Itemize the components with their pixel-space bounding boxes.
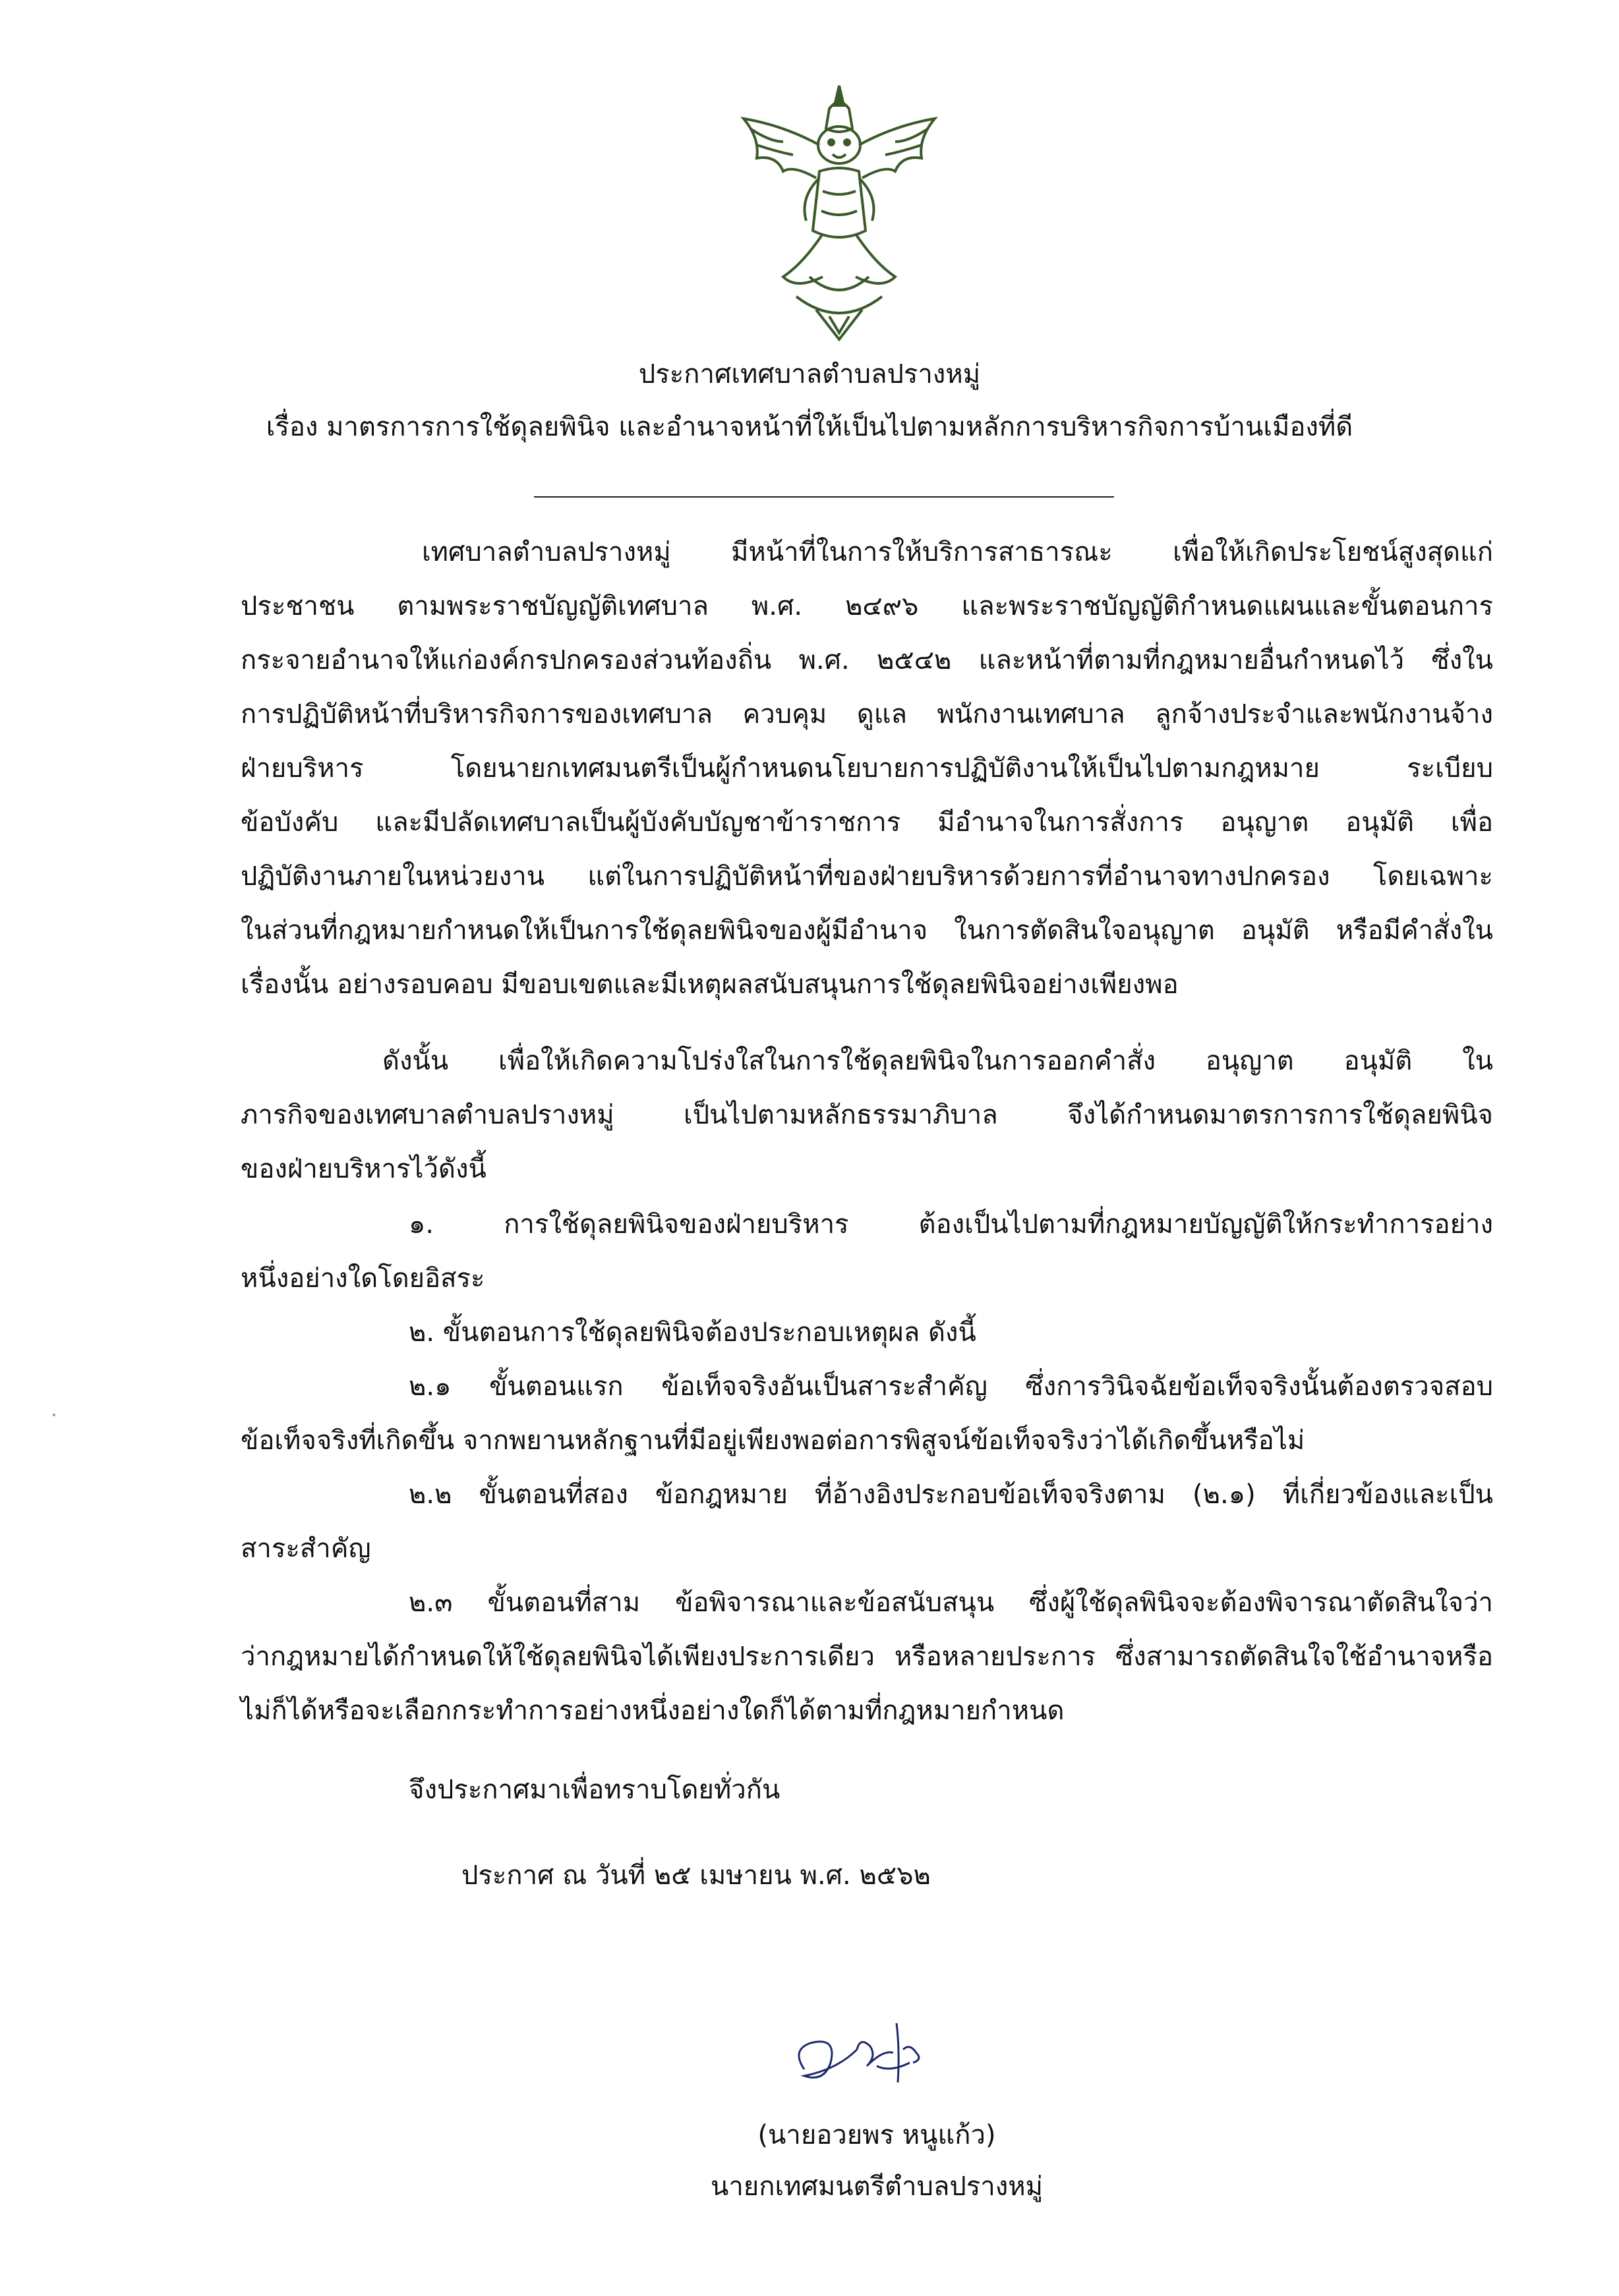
para1-line: ข้อบังคับ และมีปลัดเทศบาลเป็นผู้บังคับบัญชาข้าราชการ มีอำนาจในการสั่งการ อนุญาต อนุมัติ เพื่อ [241,807,1493,838]
closing-statement: จึงประกาศมาเพื่อทราบโดยทั่วกัน [409,1775,780,1805]
para1-line: เรื่องนั้น อย่างรอบคอบ มีขอบเขตและมีเหตุผลสนับสนุนการใช้ดุลยพินิจอย่างเพียงพอ [241,969,1179,1000]
para2-line: ของฝ่ายบริหารไว้ดังนี้ [241,1154,486,1184]
para2-line: ภารกิจของเทศบาลตำบลปรางหมู่ เป็นไปตามหลักธรรมาภิบาล จึงได้กำหนดมาตรการการใช้ดุลยพินิจ [241,1100,1493,1130]
header-divider [534,496,1114,498]
signatory-name: (นายอวยพร หนูแก้ว) [757,2120,996,2150]
para1-line: กระจายอำนาจให้แก่องค์กรปกครองส่วนท้องถิ่น พ.ศ. ๒๕๔๒ และหน้าที่ตามที่กฎหมายอื่นกำหนดไว้ ซึ่งใน [241,645,1493,675]
para1-line: ในส่วนที่กฎหมายกำหนดให้เป็นการใช้ดุลยพินิจของผู้มีอำนาจ ในการตัดสินใจอนุญาต อนุมัติ หรือมีคำสั่งใน [241,915,1493,946]
scan-speck [53,1414,55,1416]
para1-line: ประชาชน ตามพระราชบัญญัติเทศบาล พ.ศ. ๒๔๙๖ และพระราชบัญญัติกำหนดแผนและขั้นตอนการ [241,591,1493,621]
para1-line: การปฏิบัติหน้าที่บริหารกิจการของเทศบาล ควบคุม ดูแล พนักงานเทศบาล ลูกจ้างประจำและพนักงานจ้าง [241,699,1493,730]
para2-line: ดังนั้น เพื่อให้เกิดความโปร่งใสในการใช้ดุลยพินิจในการออกคำสั่ง อนุญาต อนุมัติ ใน [382,1046,1493,1076]
signatory-position: นายกเทศมนตรีตำบลปรางหมู่ [710,2171,1043,2202]
announcement-title: ประกาศเทศบาลตำบลปรางหมู่ [638,359,981,389]
item1-line: หนึ่งอย่างใดโดยอิสระ [241,1263,485,1294]
item2-line: ๒. ขั้นตอนการใช้ดุลยพินิจต้องประกอบเหตุผล ดังนี้ [409,1317,976,1348]
handwritten-signature [778,2010,976,2102]
para1-line: ฝ่ายบริหาร โดยนายกเทศมนตรีเป็นผู้กำหนดนโยบายการปฏิบัติงานให้เป็นไปตามกฎหมาย ระเบียบ [241,753,1493,784]
item23-line: ว่ากฎหมายได้กำหนดให้ใช้ดุลยพินิจได้เพียงประการเดียว หรือหลายประการ ซึ่งสามารถตัดสินใจใช้อำนาจหรือ [241,1642,1493,1672]
item1-line: ๑. การใช้ดุลยพินิจของฝ่ายบริหาร ต้องเป็นไปตามที่กฎหมายบัญญัติให้กระทำการอย่าง [409,1209,1493,1240]
item22-line: ๒.๒ ขั้นตอนที่สอง ข้อกฎหมาย ที่อ้างอิงประกอบข้อเท็จจริงตาม (๒.๑) ที่เกี่ยวข้องและเป็น [409,1479,1493,1510]
item21-line: ข้อเท็จจริงที่เกิดขึ้น จากพยานหลักฐานที่มีอยู่เพียงพอต่อการพิสูจน์ข้อเท็จจริงว่าได้เกิดขึ้นหรือไม่ [241,1425,1305,1456]
item22-line: สาระสำคัญ [241,1534,371,1564]
announcement-date: ประกาศ ณ วันที่ ๒๕ เมษายน พ.ศ. ๒๕๖๒ [461,1860,931,1891]
item23-line: ไม่ก็ได้หรือจะเลือกกระทำการอย่างหนึ่งอย่างใดก็ได้ตามที่กฎหมายกำหนด [241,1696,1065,1726]
garuda-emblem-icon [730,79,948,343]
para1-line: เทศบาลตำบลปรางหมู่ มีหน้าที่ในการให้บริการสาธารณะ เพื่อให้เกิดประโยชน์สูงสุดแก่ [422,537,1493,567]
para1-line: ปฏิบัติงานภายในหน่วยงาน แต่ในการปฏิบัติหน้าที่ของฝ่ายบริหารด้วยการที่อำนาจทางปกครอง โดยเฉพาะ [241,861,1493,892]
announcement-subject: เรื่อง มาตรการการใช้ดุลยพินิจ และอำนาจหน้าที่ให้เป็นไปตามหลักการบริหารกิจการบ้านเมืองที่ดี [266,412,1353,442]
item23-line: ๒.๓ ขั้นตอนที่สาม ข้อพิจารณาและข้อสนับสนุน ซึ่งผู้ใช้ดุลพินิจจะต้องพิจารณาตัดสินใจว่า [409,1588,1493,1618]
item21-line: ๒.๑ ขั้นตอนแรก ข้อเท็จจริงอันเป็นสาระสำคัญ ซึ่งการวินิจฉัยข้อเท็จจริงนั้นต้องตรวจสอบ [409,1371,1493,1402]
